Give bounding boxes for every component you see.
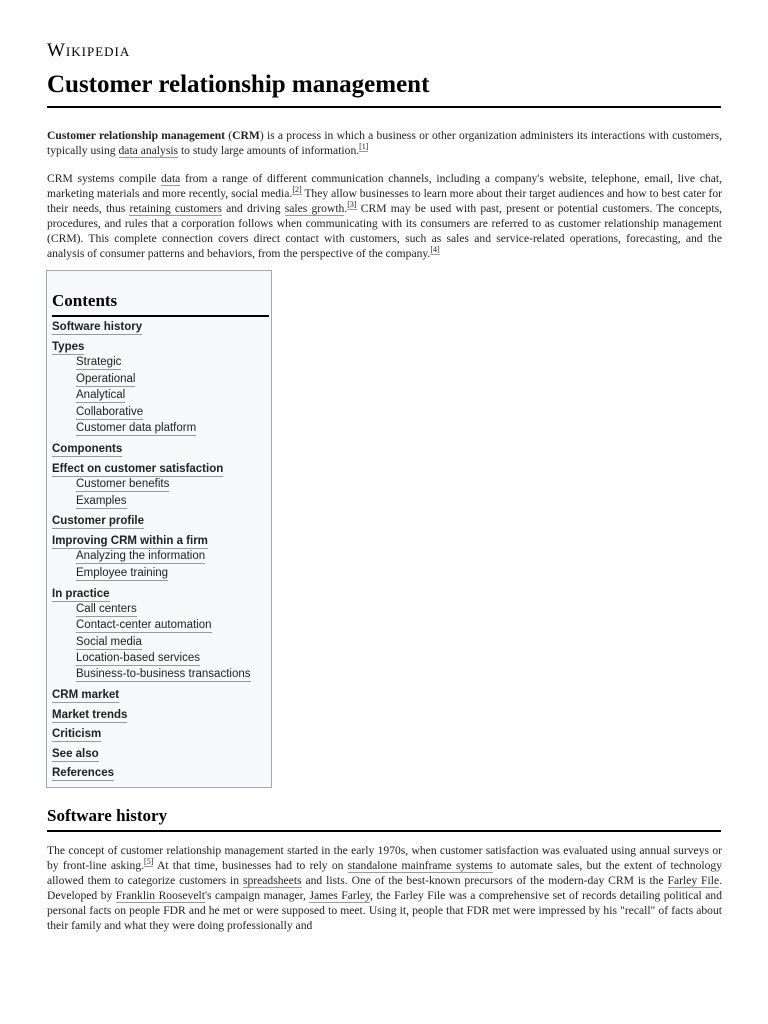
- para-text: . Developed by: [47, 874, 722, 902]
- toc-title: Contents: [52, 291, 269, 317]
- para-text: and driving: [221, 202, 285, 215]
- para-text: , the Farley File was a comprehensive set of records detailing political and personal facts on people FDR and he met or were supposed to meet. Using it, people that FDR met were impressed by his "recall" of facts about their family and what they were doing professionally and: [47, 889, 722, 932]
- ref-1[interactable]: [1]: [359, 142, 369, 152]
- toc-item-types[interactable]: Types: [52, 341, 85, 353]
- link-retaining-customers[interactable]: retaining customers: [129, 202, 222, 215]
- toc-item-call-centers[interactable]: Call centers: [76, 603, 137, 615]
- toc-item-customer-data-platform[interactable]: Customer data platform: [76, 422, 197, 434]
- toc-item-customer-profile[interactable]: Customer profile: [52, 515, 145, 527]
- toc-item-in-practice[interactable]: In practice: [52, 588, 110, 600]
- link-data[interactable]: data: [161, 172, 181, 185]
- toc-item-strategic[interactable]: Strategic: [76, 356, 122, 368]
- toc-item-references[interactable]: References: [52, 767, 115, 779]
- intro-text: ) is a process in which a business or other organization administers its interactions with customers, typically using: [47, 129, 722, 157]
- para-text: They allow businesses to learn more about their target audiences and how to best cater for their needs, thus: [47, 187, 722, 215]
- link-data-analysis[interactable]: data analysis: [118, 144, 179, 157]
- intro-text: to study large amounts of information.: [178, 144, 360, 157]
- para-text: The concept of customer relationship management started in the early 1970s, when customer satisfaction was evaluated using annual surveys or by front-line asking.: [47, 844, 722, 872]
- para-text: .: [344, 202, 348, 215]
- para-text: CRM may be used with past, present or potential customers. The concepts, procedures, and rules that a corporation follows when communicating with its consumers are referred to as customer relationship management (CRM). This complete connection covers direct contact with customers, such as sales and service-related operations, forecasting, and the analysis of consumer patterns and behaviors, from the perspective of the company.: [47, 202, 722, 260]
- toc-item-crm-market[interactable]: CRM market: [52, 689, 120, 701]
- intro-bold-term: Customer relationship management: [47, 129, 226, 142]
- toc-item-effect-on-customer-satisfaction[interactable]: Effect on customer satisfaction: [52, 463, 224, 475]
- toc-item-employee-training[interactable]: Employee training: [76, 567, 169, 579]
- toc-item-collaborative[interactable]: Collaborative: [76, 406, 144, 418]
- para-text: CRM systems compile: [47, 172, 161, 185]
- toc-item-see-also[interactable]: See also: [52, 748, 99, 760]
- link-franklin-roosevelt[interactable]: Franklin Roosevelt: [115, 889, 205, 902]
- toc-item-components[interactable]: Components: [52, 443, 123, 455]
- intro-text: (: [225, 129, 233, 142]
- software-history-paragraph: [47, 843, 722, 933]
- crm-systems-paragraph: [47, 171, 722, 261]
- ref-3[interactable]: [3]: [347, 200, 357, 210]
- intro-bold-acronym: CRM: [232, 129, 260, 142]
- para-text: and lists. One of the best-known precursors of the modern-day CRM is the: [301, 874, 668, 887]
- toc-item-business-to-business-transactions[interactable]: Business-to-business transactions: [76, 668, 251, 680]
- ref-5[interactable]: [5]: [144, 857, 154, 867]
- para-text: 's campaign manager,: [204, 889, 310, 902]
- toc-item-improving-crm[interactable]: Improving CRM within a firm: [52, 535, 208, 547]
- toc-item-analytical[interactable]: Analytical: [76, 389, 126, 401]
- toc-item-market-trends[interactable]: Market trends: [52, 709, 128, 721]
- link-standalone-mainframe-systems[interactable]: standalone mainframe systems: [347, 859, 493, 872]
- toc-item-customer-benefits[interactable]: Customer benefits: [76, 478, 170, 490]
- link-farley-file[interactable]: Farley File: [667, 874, 720, 887]
- toc-item-analyzing-the-information[interactable]: Analyzing the information: [76, 550, 206, 562]
- toc-item-criticism[interactable]: Criticism: [52, 728, 102, 740]
- wikipedia-wordmark[interactable]: Wikipedia: [47, 40, 131, 61]
- table-of-contents: [46, 270, 272, 788]
- section-heading-software-history: Software history: [47, 806, 721, 832]
- para-text: from a range of different communication channels, including a company's website, telephone, email, live chat, marketing materials and more recently, social media.: [47, 172, 722, 200]
- ref-4[interactable]: [4]: [430, 245, 440, 255]
- ref-2[interactable]: [2]: [292, 185, 302, 195]
- toc-item-examples[interactable]: Examples: [76, 495, 127, 507]
- toc-item-location-based-services[interactable]: Location-based services: [76, 652, 201, 664]
- link-spreadsheets[interactable]: spreadsheets: [242, 874, 302, 887]
- toc-item-software-history[interactable]: Software history: [52, 321, 143, 333]
- para-text: to automate sales, but the extent of technology allowed them to categorize customers in: [47, 859, 722, 887]
- link-sales-growth[interactable]: sales growth: [284, 202, 345, 215]
- para-text: At that time, businesses had to rely on: [153, 859, 348, 872]
- link-james-farley[interactable]: James Farley: [309, 889, 371, 902]
- toc-item-operational[interactable]: Operational: [76, 373, 136, 385]
- intro-paragraph: [47, 128, 722, 158]
- page-title: Customer relationship management: [47, 70, 721, 108]
- toc-item-contact-center-automation[interactable]: Contact-center automation: [76, 619, 212, 631]
- toc-item-social-media[interactable]: Social media: [76, 636, 142, 648]
